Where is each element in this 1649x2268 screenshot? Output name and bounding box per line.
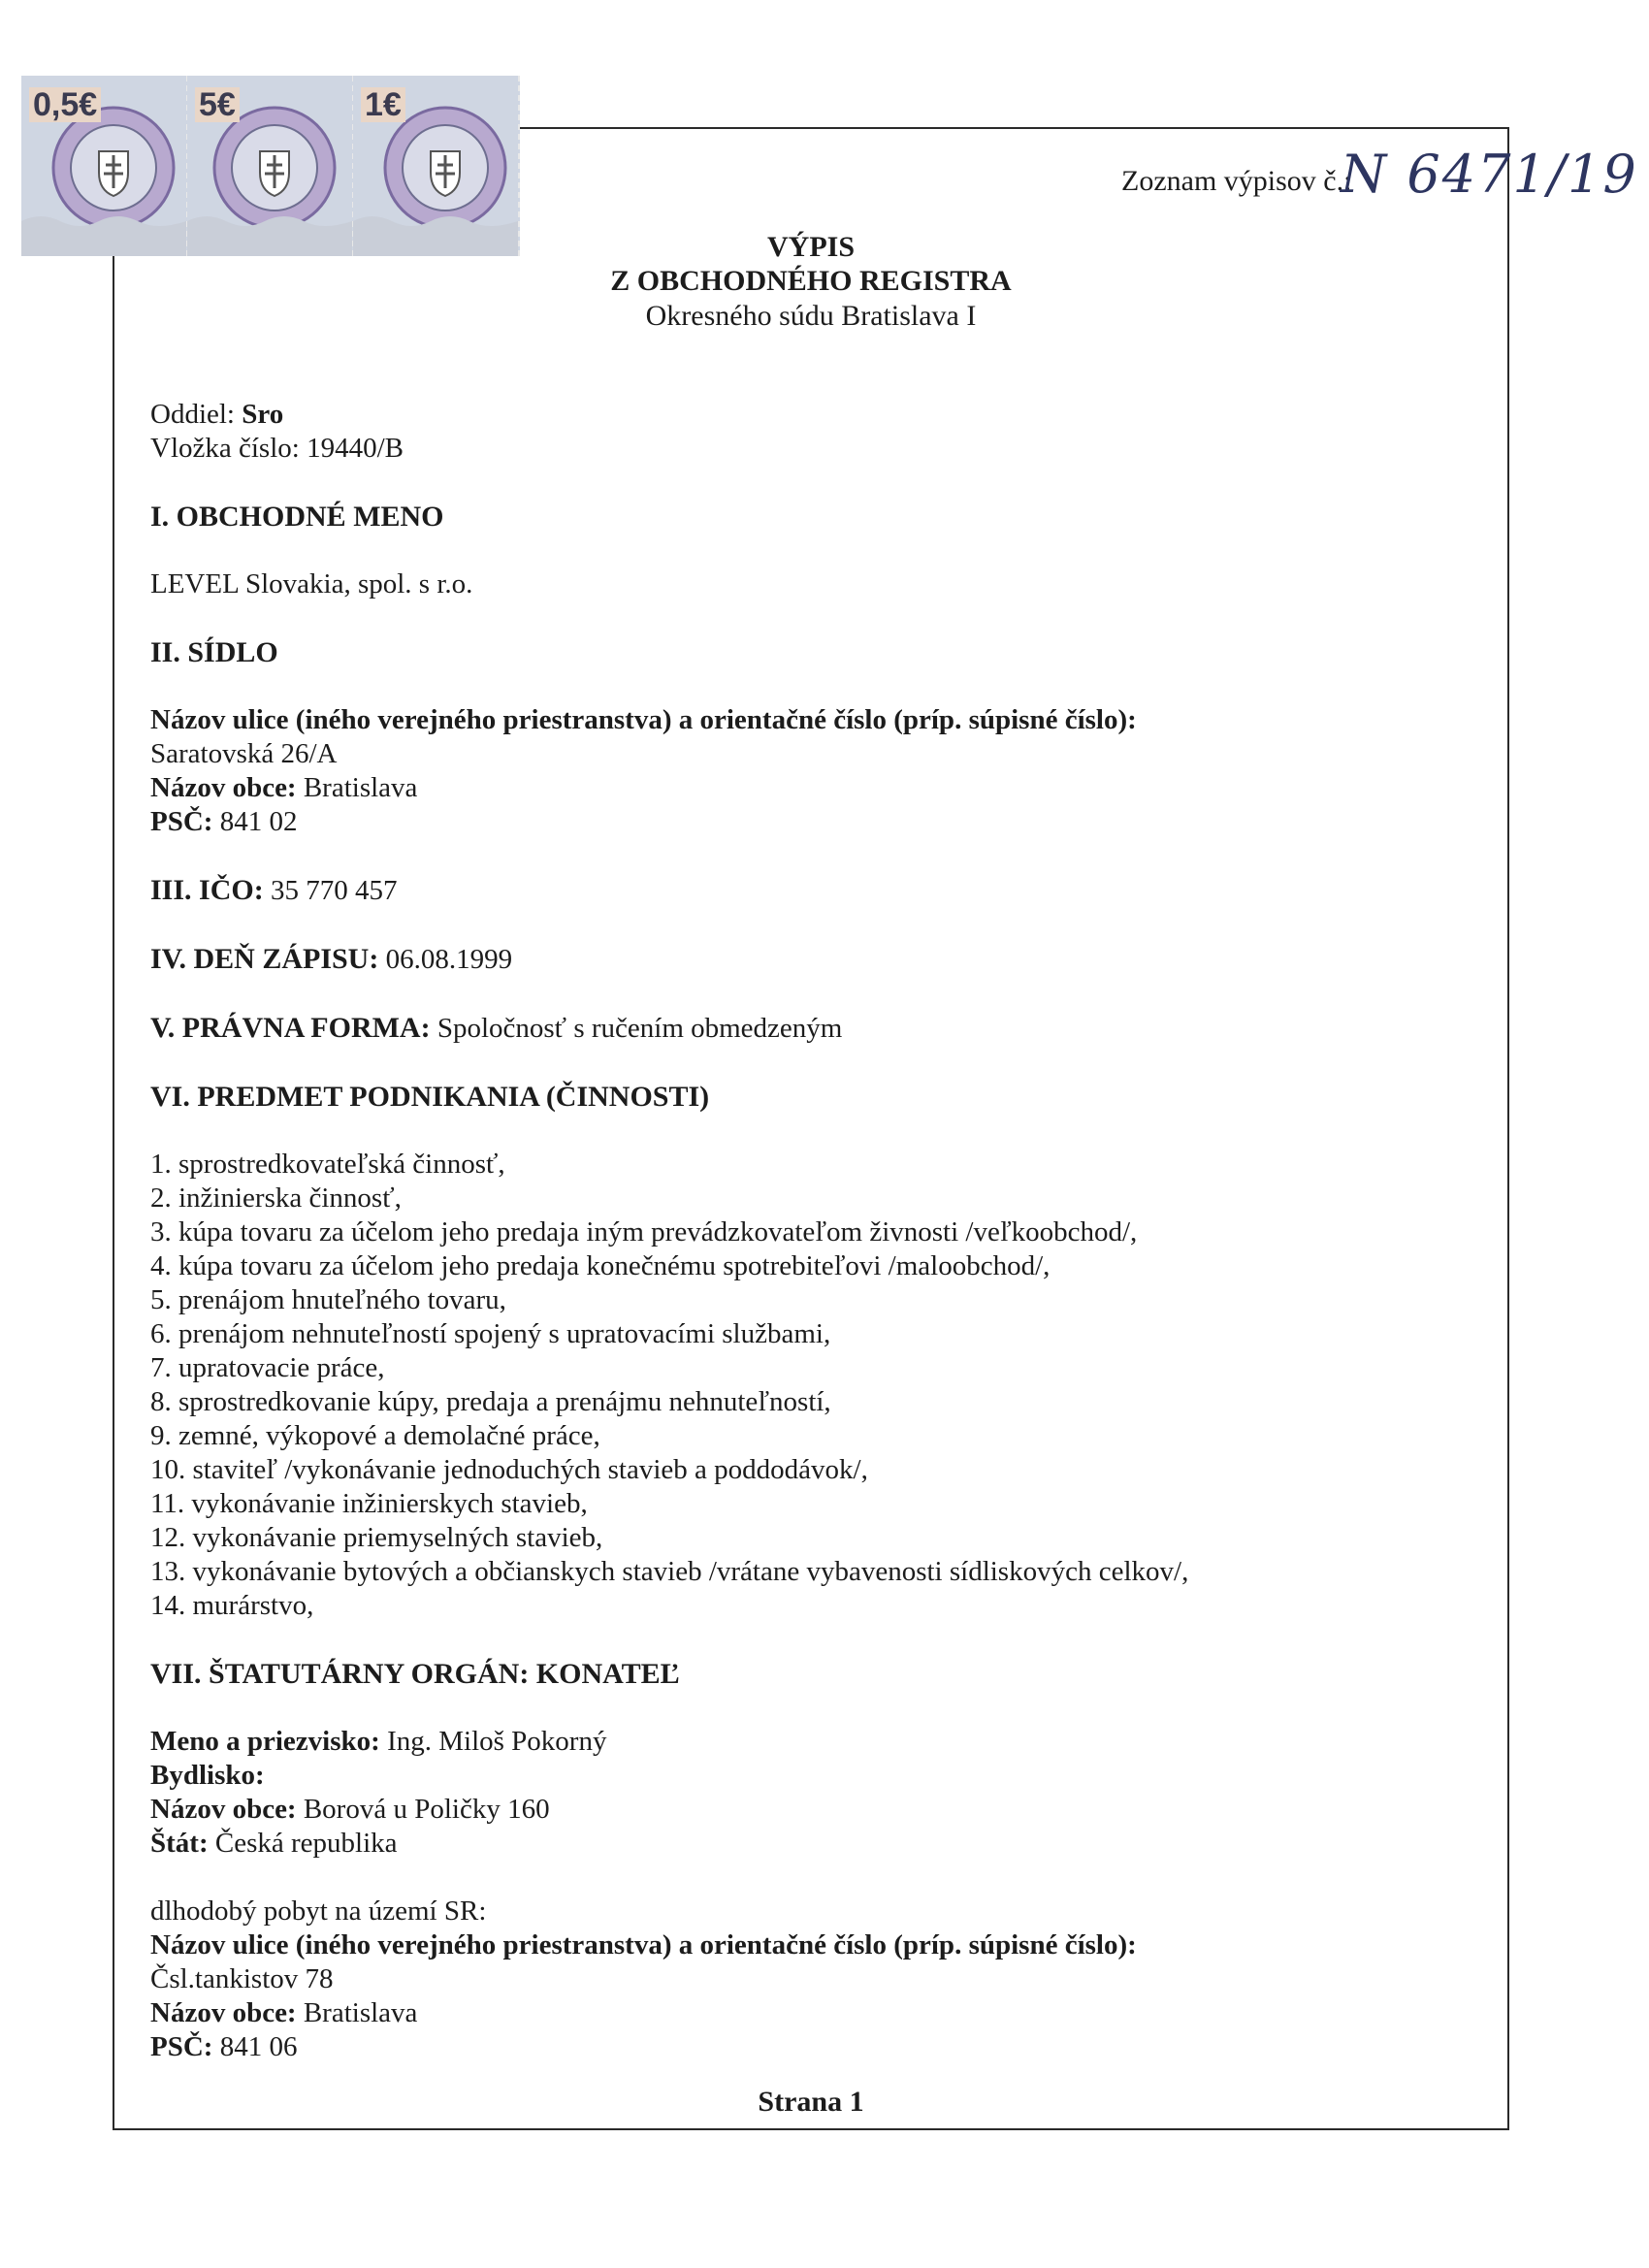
city-row: Názov obce: Bratislava <box>150 772 418 803</box>
list-item: 12. vykonávanie priemyselných stavieb, <box>150 1522 603 1553</box>
list-item: 1. sprostredkovateľská činnosť, <box>150 1149 505 1180</box>
section-value: Sro <box>242 399 284 430</box>
document-subtitle: Z OBCHODNÉHO REGISTRA <box>610 265 1012 297</box>
residence-city-row: Názov obce: Borová u Poličky 160 <box>150 1794 550 1825</box>
list-item: 11. vykonávanie inžinierskych stavieb, <box>150 1488 588 1519</box>
list-item: 7. upratovacie práce, <box>150 1352 385 1383</box>
activities-list <box>150 1148 1470 1623</box>
list-item: 13. vykonávanie bytových a občianskych stavieb /vrátane vybavenosti sídliskových celkov/, <box>150 1556 1189 1587</box>
revenue-stamp <box>353 76 520 256</box>
business-name-value: LEVEL Slovakia, spol. s r.o. <box>150 568 473 599</box>
list-item: 8. sprostredkovanie kúpy, predaja a prenájmu nehnuteľností, <box>150 1386 831 1417</box>
stamp-value: 0,5€ <box>29 87 101 122</box>
legal-form-row: V. PRÁVNA FORMA: Spoločnosť s ručením obmedzeným <box>150 1012 843 1044</box>
stay-street-value: Čsl.tankistov 78 <box>150 1963 334 1994</box>
ico-row: III. IČO: 35 770 457 <box>150 874 398 906</box>
statutory-body-heading: VII. ŠTATUTÁRNY ORGÁN: KONATEĽ <box>150 1658 680 1690</box>
list-number-label: Zoznam výpisov č.: <box>1121 165 1352 197</box>
list-item: 10. staviteľ /vykonávanie jednoduchých stavieb a poddodávok/, <box>150 1454 868 1485</box>
document-title: VÝPIS <box>766 231 855 263</box>
long-term-stay-label: dlhodobý pobyt na území SR: <box>150 1895 487 1927</box>
list-item: 6. prenájom nehnuteľností spojený s upratovacími službami, <box>150 1318 831 1349</box>
revenue-stamps <box>21 76 518 256</box>
handwritten-list-number: N 6471/19 <box>1341 144 1638 205</box>
page-number: Strana 1 <box>758 2086 864 2118</box>
residence-label: Bydlisko: <box>150 1760 265 1791</box>
insert-value: 19440/B <box>307 433 404 464</box>
register-content <box>150 398 1470 2064</box>
director-name-row: Meno a priezvisko: Ing. Miloš Pokorný <box>150 1726 607 1757</box>
list-item: 2. inžinierska činnosť, <box>150 1183 402 1214</box>
court-name: Okresného súdu Bratislava I <box>645 300 977 332</box>
registration-date-row: IV. DEŇ ZÁPISU: 06.08.1999 <box>150 943 513 975</box>
activities-heading: VI. PREDMET PODNIKANIA (ČINNOSTI) <box>150 1081 710 1113</box>
stay-street-label: Názov ulice (iného verejného priestranstva) a orientačné číslo (príp. súpisné číslo): <box>150 1929 1137 1960</box>
list-item: 4. kúpa tovaru za účelom jeho predaja konečnému spotrebiteľovi /maloobchod/, <box>150 1250 1051 1281</box>
stamp-value: 5€ <box>195 87 240 122</box>
revenue-stamp <box>187 76 354 256</box>
seat-heading: II. SÍDLO <box>150 636 278 668</box>
list-item: 14. murárstvo, <box>150 1590 314 1621</box>
residence-state-row: Štát: Česká republika <box>150 1828 398 1859</box>
zip-row: PSČ: 841 02 <box>150 806 298 837</box>
stay-zip-row: PSČ: 841 06 <box>150 2031 298 2062</box>
street-value: Saratovská 26/A <box>150 738 338 769</box>
business-name-heading: I. OBCHODNÉ MENO <box>150 501 444 533</box>
street-label: Názov ulice (iného verejného priestranstva) a orientačné číslo (príp. súpisné číslo): <box>150 704 1137 735</box>
list-item: 9. zemné, výkopové a demolačné práce, <box>150 1420 600 1451</box>
list-item: 5. prenájom hnuteľného tovaru, <box>150 1284 506 1315</box>
revenue-stamp <box>21 76 188 256</box>
section-row: Oddiel: Sro <box>150 399 284 430</box>
stamp-value: 1€ <box>361 87 405 122</box>
list-item: 3. kúpa tovaru za účelom jeho predaja iným prevádzkovateľom živnosti /veľkoobchod/, <box>150 1216 1138 1247</box>
insert-row: Vložka číslo: 19440/B <box>150 433 404 464</box>
stay-city-row: Názov obce: Bratislava <box>150 1997 418 2028</box>
